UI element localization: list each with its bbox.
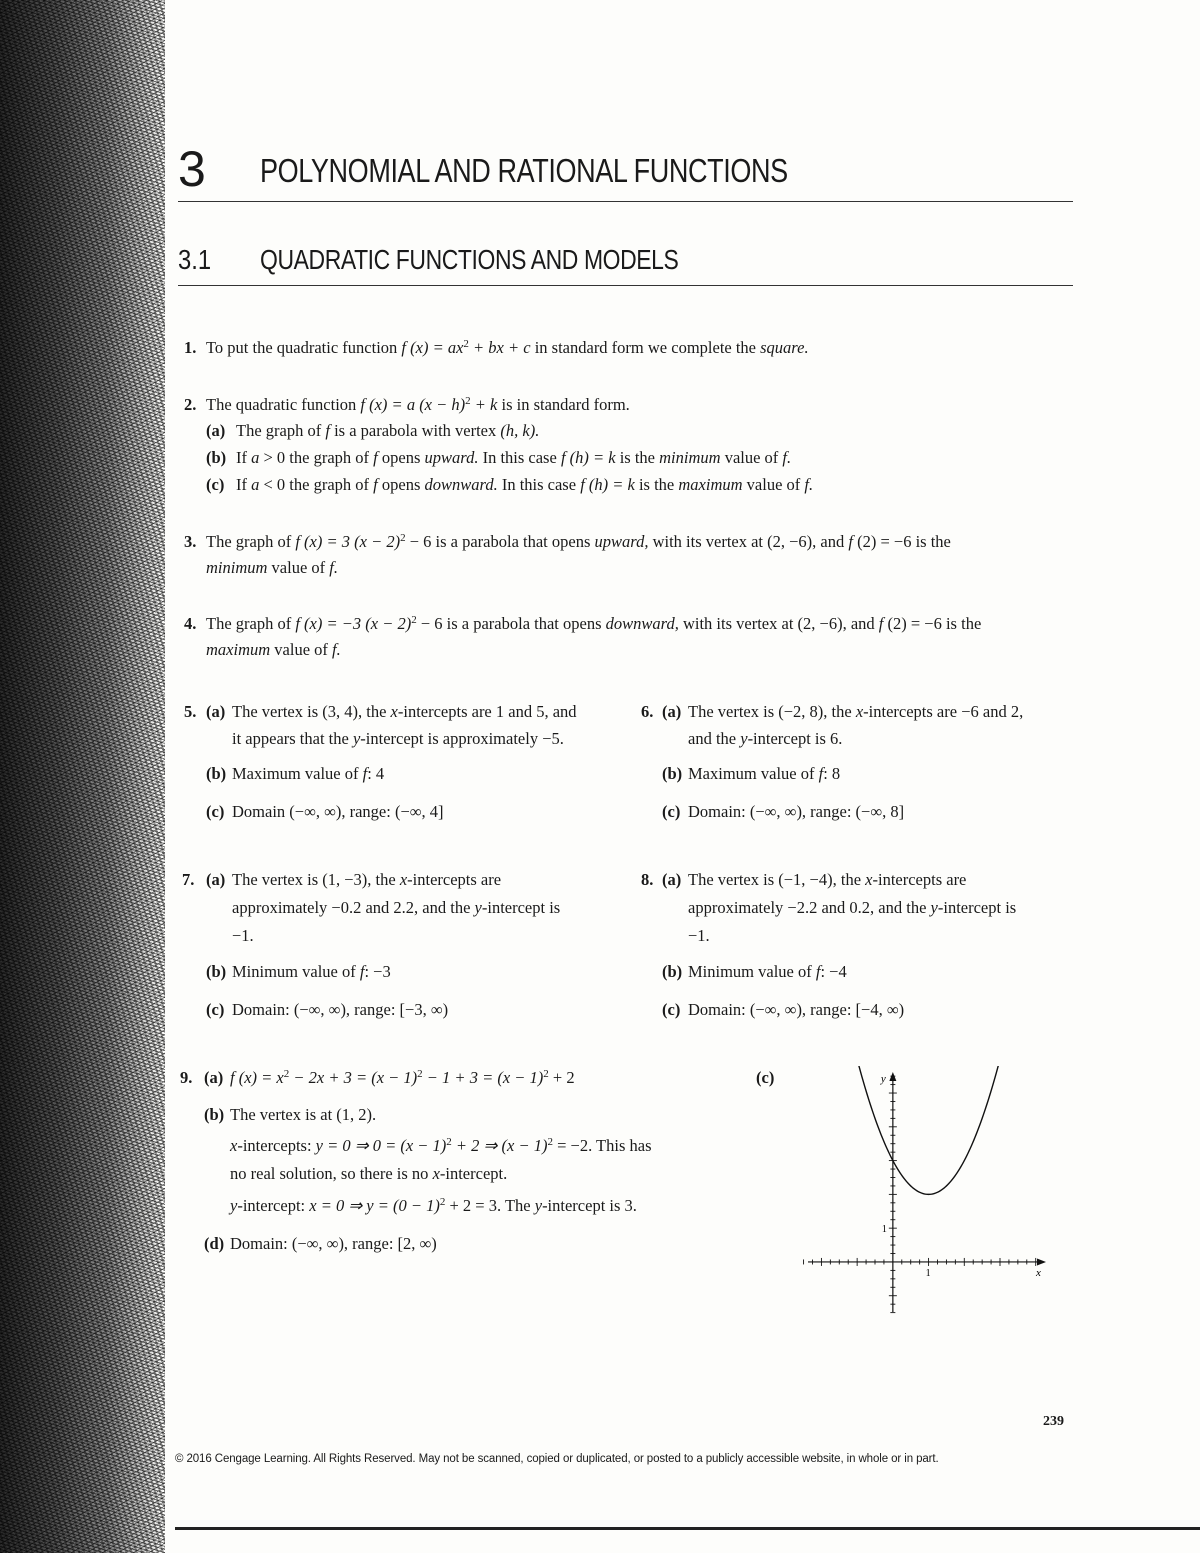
part-label: (b) — [206, 448, 227, 467]
part-b-line-4: y-intercept: x = 0 ⇒ $y = (0 - 1)^2 + 2 = 3$. The y-intercept is 3. — [230, 1196, 637, 1215]
part-label: (a) — [206, 870, 226, 889]
part-a-line-1: The vertex is (−2, 8), the x-intercepts are −6 and 2, — [688, 702, 1024, 721]
problem-text: To put the quadratic function f $(x) = ax^2$ + bx + c in standard form we complete the square. — [206, 338, 809, 357]
problem-text-line-2: maximum value of f. — [206, 640, 341, 659]
part-a-line-3: −1. — [688, 926, 710, 945]
problem-text-line-2: minimum value of f. — [206, 558, 338, 577]
chapter-rule — [178, 201, 1073, 202]
part-b-text: If a > 0 the graph of f opens upward. In this case f (h) = k is the minimum value of f. — [236, 448, 792, 467]
problem-number: 2. — [184, 395, 197, 414]
part-a-line-2: approximately −0.2 and 2.2, and the y-intercept is — [232, 898, 561, 917]
part-label: (b) — [662, 764, 683, 783]
copyright-notice: © 2016 Cengage Learning. All Rights Reserved. May not be scanned, copied or duplicated, or posted to a publicly accessible website, in whole or in part. — [175, 1453, 939, 1465]
problem-intro: The quadratic function f (x) = a $(x - h)^2 + k$ is in standard form. — [206, 395, 630, 414]
part-a-line-3: −1. — [232, 926, 254, 945]
y-tick-label: 1 — [881, 1224, 887, 1236]
chapter-title: POLYNOMIAL AND RATIONAL FUNCTIONS — [260, 152, 788, 189]
part-c-text: Domain: (−∞, ∞), range: [−4, ∞) — [688, 1000, 905, 1019]
part-a-line-1: The vertex is (1, −3), the x-intercepts are — [232, 870, 502, 889]
part-c-text: If a < 0 the graph of f opens downward. In this case f (h) = k is the maximum value of f. — [236, 475, 814, 494]
part-a-text: f $(x) = x^2 - 2x + 3 = (x - 1)^2 - 1 + 3 = (x - 1)^2 + 2$ — [230, 1068, 575, 1087]
problem-number: 5. — [184, 702, 197, 721]
part-a-line-1: The vertex is (−1, −4), the x-intercepts are — [688, 870, 967, 889]
bottom-rule — [175, 1527, 1200, 1530]
part-label: (c) — [662, 1000, 681, 1019]
problem-number: 9. — [180, 1068, 193, 1087]
part-d-text: Domain: (−∞, ∞), range: [2, ∞) — [230, 1234, 437, 1253]
part-b-line-1: The vertex is at (1, 2). — [230, 1105, 377, 1124]
part-b-text: Maximum value of f: 8 — [688, 764, 841, 783]
part-label: (b) — [204, 1105, 225, 1124]
x-tick-label: 1 — [925, 1267, 931, 1279]
part-b-line-2: x-intercepts: y = 0 ⇒ $0 = (x - 1)^2 + 2$ ⇒ $(x - 1)^2 = -2$. This has — [230, 1136, 652, 1155]
scan-shadow-edge — [0, 0, 165, 1553]
part-label: (c) — [756, 1068, 775, 1087]
parabola-graph — [800, 1066, 1050, 1316]
part-label: (b) — [206, 764, 227, 783]
problem-text-line-1: The graph of f (x) = −3 $(x - 2)^2 - 6$ is a parabola that opens downward, with its vertex at (2, −6), and f (2) = −6 is the — [206, 614, 982, 633]
section-rule — [178, 285, 1073, 286]
problem-number: 8. — [641, 870, 654, 889]
part-label: (d) — [204, 1234, 225, 1253]
part-label: (c) — [206, 475, 225, 494]
part-a-line-1: The vertex is (3, 4), the x-intercepts are 1 and 5, and — [232, 702, 577, 721]
part-label: (c) — [662, 802, 681, 821]
part-label: (c) — [206, 802, 225, 821]
part-a-line-2: approximately −2.2 and 0.2, and the y-intercept is — [688, 898, 1017, 917]
part-b-text: Maximum value of f: 4 — [232, 764, 385, 783]
chapter-number: 3 — [178, 141, 205, 197]
problem-number: 7. — [182, 870, 195, 889]
section-title: QUADRATIC FUNCTIONS AND MODELS — [260, 244, 679, 275]
y-axis-label: y — [880, 1073, 886, 1085]
page-number: 239 — [1043, 1414, 1064, 1429]
part-a-line-2: and the y-intercept is 6. — [688, 729, 843, 748]
part-b-text: Minimum value of f: −4 — [688, 962, 847, 981]
parabola-curve — [857, 1066, 1000, 1194]
part-b-line-3: no real solution, so there is no x-intercept. — [230, 1164, 508, 1183]
problem-number: 1. — [184, 338, 197, 357]
part-label: (a) — [662, 870, 682, 889]
part-a-line-2: it appears that the y-intercept is approximately −5. — [232, 729, 564, 748]
x-axis-arrow — [1037, 1258, 1046, 1265]
problem-number: 3. — [184, 532, 197, 551]
part-label: (b) — [662, 962, 683, 981]
section-number: 3.1 — [178, 244, 212, 275]
part-label: (a) — [662, 702, 682, 721]
part-label: (a) — [206, 421, 226, 440]
part-label: (b) — [206, 962, 227, 981]
x-axis-label: x — [1036, 1266, 1041, 1279]
part-a-text: The graph of f is a parabola with vertex (h, k). — [236, 421, 540, 440]
part-b-text: Minimum value of f: −3 — [232, 962, 391, 981]
problem-text-line-1: The graph of f (x) = 3 $(x - 2)^2 - 6$ is a parabola that opens upward, with its vertex at (2, −6), and f (2) = −6 is the — [206, 532, 951, 551]
part-c-text: Domain: (−∞, ∞), range: (−∞, 8] — [688, 802, 905, 821]
problem-number: 4. — [184, 614, 197, 633]
part-label: (a) — [206, 702, 226, 721]
problem-number: 6. — [641, 702, 654, 721]
part-label: (a) — [204, 1068, 224, 1087]
part-c-text: Domain (−∞, ∞), range: (−∞, 4] — [232, 802, 444, 821]
part-c-text: Domain: (−∞, ∞), range: [−3, ∞) — [232, 1000, 449, 1019]
part-label: (c) — [206, 1000, 225, 1019]
